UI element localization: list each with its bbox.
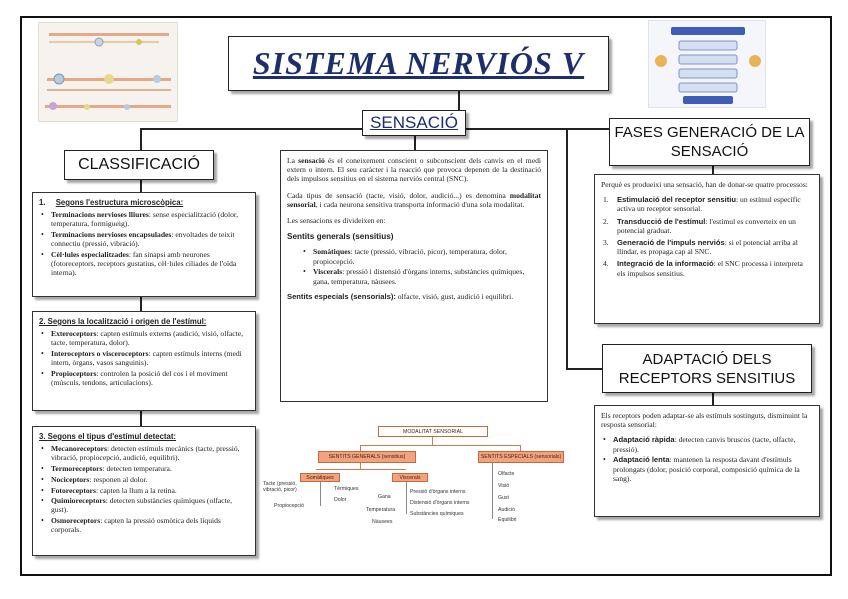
item-text: : detecten substàncies químiques (olfacte, gust). — [51, 496, 233, 515]
item-text: : tacte (pressió, vibració, picor), temperatura, dolor, propiocepció. — [313, 247, 507, 266]
som-item: Tèrmiques — [334, 486, 359, 492]
visc-item: Temperatura — [366, 507, 396, 513]
s3-list — [39, 444, 249, 534]
list-item — [601, 455, 813, 483]
list-item — [39, 516, 249, 534]
esp-item: Visió — [498, 483, 510, 489]
s1-heading — [39, 198, 249, 207]
esp-item: Equilibri — [498, 517, 517, 523]
list-item — [39, 444, 249, 462]
connector-s2 — [140, 297, 142, 311]
s1-title: Segons l'estructura microscòpica: — [55, 198, 184, 207]
list-item — [301, 267, 541, 285]
som-item: Dolor — [334, 497, 347, 503]
item-text: : detecten temperatura. — [102, 464, 172, 474]
diagram-root: MODALITAT SENSORIAL — [378, 426, 488, 437]
item-text: : l'estímul es converteix en un potencial graduat. — [617, 216, 796, 235]
sensacio-p1 — [287, 156, 541, 184]
item-num: 1. — [603, 195, 609, 205]
title-box — [228, 36, 609, 91]
connector-s1 — [140, 180, 142, 192]
diagram-line — [492, 463, 493, 519]
connector-title-sensacio — [458, 91, 460, 110]
fases-list — [601, 195, 813, 278]
classificacio-s3-box — [32, 426, 256, 556]
especials-title: Sentits especials (sensorials): — [287, 291, 396, 301]
item-term: Somàtiques — [313, 247, 351, 257]
diagram-line — [360, 445, 520, 446]
item-text: : sense especialització (dolor, temperatura, formigueig). — [51, 210, 238, 229]
neuron-illustration — [38, 22, 178, 122]
adaptacio-list — [601, 435, 813, 483]
fases-box — [594, 174, 820, 324]
list-item — [601, 238, 813, 256]
adaptacio-header: ADAPTACIÓ DELS RECEPTORS SENSITIUS — [602, 344, 812, 393]
item-text: : pressió i distensió d'òrgans interns, substàncies químiques, gana, temperatura, nàusees. — [313, 267, 525, 286]
item-num: 2. — [603, 216, 609, 226]
receptor-flow-svg — [649, 21, 766, 108]
neuron-illustration-svg — [39, 23, 178, 122]
especials-paragraph — [287, 292, 541, 301]
generals-title: Sentits generals (sensitius) — [287, 232, 394, 242]
connector-s3 — [140, 411, 142, 426]
diagram-viscerals: Viscerals — [392, 473, 428, 482]
som-item: Propiocepció — [274, 503, 304, 509]
esp-item: Audició — [498, 507, 516, 513]
diagram-line — [316, 469, 406, 470]
p2-bold: modalitat sensorial — [287, 190, 541, 209]
p2-b: , i cada neurona sensitiva transporta informació d'una sola modalitat. — [315, 199, 525, 209]
connector-adapt-box — [712, 393, 714, 405]
item-term: Fotoreceptors — [51, 485, 96, 495]
connector-fases-box — [712, 166, 714, 174]
connector-center-box — [414, 136, 416, 150]
visc-item: Gana — [378, 494, 391, 500]
item-term: Exteroceptors — [51, 329, 97, 339]
item-text: : si el potencial arriba al llindar, es propaga cap al SNC. — [617, 238, 798, 257]
item-term: Propioceptors — [51, 369, 97, 379]
list-item — [39, 329, 249, 347]
visc-item: Distensió d'òrgans interns — [410, 500, 470, 506]
generals-list — [301, 247, 541, 285]
visc-item: Nàusees — [372, 519, 393, 525]
item-text: : mantenen la resposta davant d'estímuls prolongats (dolor, posició corporal, composició química de la sang). — [613, 455, 800, 483]
list-item — [601, 195, 813, 213]
item-num: 4. — [603, 259, 609, 269]
item-term: Estimulació del receptor sensitiu — [617, 195, 737, 205]
item-text: : envoltades de teixit connectiu (pressió, vibració). — [51, 230, 235, 249]
connector-adaptacio — [566, 368, 602, 370]
item-text: : responen al dolor. — [89, 474, 148, 484]
item-text: : detecten estímuls mecànics (tacte, pressió, vibració, propiocepció, audició, equilibri). — [51, 444, 240, 463]
item-term: Cèl·lules especialitzades — [51, 250, 129, 260]
som-item: Tacte (pressió, vibració, picor) — [263, 481, 297, 493]
diagram-somatiques: Somàtiques — [300, 473, 340, 482]
esp-item: Gust — [498, 495, 509, 501]
item-num: 3. — [603, 238, 609, 248]
list-item — [39, 210, 249, 228]
classificacio-s1-box — [32, 192, 256, 297]
s3-title: 3. Segons el tipus d'estímul detectat: — [39, 432, 177, 441]
s1-num: 1. — [39, 198, 46, 207]
page-title: SISTEMA NERVIÓS V — [252, 45, 585, 81]
list-item — [39, 486, 249, 495]
s2-title: 2. Segons la localització i origen de l'estímul: — [39, 317, 207, 326]
p1-b: és el coneixement conscient o subconscient dels canvis en el medi extern o intern. El seu caràcter i la reacció que provoca depenen de la destinació dels impulsos sensitius en el sistema nerviós central (SNC). — [287, 156, 541, 184]
list-item — [601, 435, 813, 453]
item-text: : fan sinapsi amb neurones (fotoreceptors, receptors gustatius, cèl·lules ciliades de l'oïda interna). — [51, 250, 237, 278]
item-term: Interoceptors o visceroceptors — [51, 349, 149, 359]
item-term: Osmoreceptors — [51, 516, 101, 526]
list-item — [39, 369, 249, 387]
list-item — [39, 230, 249, 248]
item-text: : capten estímuls interns (medi intern, òrgans, vasos sanguinis). — [51, 349, 242, 368]
item-text: : detecten canvis bruscos (tacte, olfacte, pressió). — [613, 435, 796, 454]
list-item — [39, 250, 249, 278]
item-text: : capten la pressió osmòtica dels líquids corporals. — [51, 516, 221, 535]
item-term: Adaptació lenta — [613, 455, 670, 465]
especials-text: olfacte, visió, gust, audició i equilibri. — [397, 291, 514, 301]
p1-bold: sensació — [298, 156, 325, 165]
adaptacio-intro: Els receptors poden adaptar-se als estímuls sostinguts, disminuint la resposta sensorial: — [601, 411, 808, 430]
connector-vertical-right — [566, 128, 568, 368]
item-text: : un estímul específic activa un receptor sensorial. — [617, 195, 801, 214]
item-term: Terminacions nervioses encapsulades — [51, 230, 172, 240]
p2-a: Cada tipus de sensació (tacte, visió, dolor, audició...) es denomina — [287, 190, 506, 200]
list-item — [601, 217, 813, 235]
item-term: Terminacions nervioses lliures — [51, 210, 149, 220]
item-text: : controlen la posició del cos i el moviment (músculs, tendons, articulacions). — [51, 369, 228, 388]
item-term: Quimioreceptors — [51, 496, 106, 506]
item-term: Integració de la informació — [617, 259, 714, 269]
sensacio-p3: Les sensacions es divideixen en: — [287, 216, 386, 226]
list-item — [601, 259, 813, 277]
item-term: Nociceptors — [51, 474, 90, 484]
item-text: : capten estímuls externs (audició, visió, olfacte, tacte, temperatura, dolor). — [51, 329, 243, 348]
fases-header: FASES GENERACIÓ DE LA SENSACIÓ — [609, 118, 810, 166]
diagram-line — [406, 482, 407, 514]
list-item — [39, 496, 249, 514]
item-term: Transducció de l'estímul — [617, 216, 706, 226]
sensacio-box — [280, 150, 548, 402]
esp-item: Olfacte — [498, 471, 515, 477]
item-term: Generació de l'impuls nerviós — [617, 238, 725, 248]
s1-list — [39, 210, 249, 277]
sensacio-p2 — [287, 191, 541, 209]
visc-item: Pressió d'òrgans interns — [410, 489, 466, 495]
classificacio-s2-box — [32, 311, 256, 411]
item-text: : capten la llum a la retina. — [95, 485, 177, 495]
visc-item: Substàncies químiques — [410, 511, 464, 517]
item-term: Viscerals — [313, 267, 343, 277]
diagram-line — [320, 482, 321, 506]
s2-list — [39, 329, 249, 387]
list-item — [301, 247, 541, 265]
fases-intro: Perquè es produeixi una sensació, han de donar-se quatre processos: — [601, 180, 808, 189]
diagram-generals: SENTITS GENERALS (sensitius) — [318, 451, 416, 463]
adaptacio-box — [594, 405, 820, 517]
connector-classificacio — [140, 128, 142, 150]
item-term: Adaptació ràpida — [613, 435, 675, 445]
receptor-flow-illustration — [648, 20, 766, 108]
item-text: : el SNC processa i interpreta els impulsos sensitius. — [617, 259, 803, 278]
diagram-line — [432, 437, 433, 445]
item-term: Mecanoreceptors — [51, 444, 107, 454]
diagram-especials: SENTITS ESPECIALS (sensorials) — [478, 451, 564, 463]
classificacio-header: CLASSIFICACIÓ — [64, 150, 214, 180]
list-item — [39, 475, 249, 484]
list-item — [39, 464, 249, 473]
p1-a: La — [287, 156, 296, 165]
list-item — [39, 349, 249, 367]
sensacio-header: SENSACIÓ — [362, 110, 466, 136]
item-term: Termoreceptors — [51, 464, 103, 474]
